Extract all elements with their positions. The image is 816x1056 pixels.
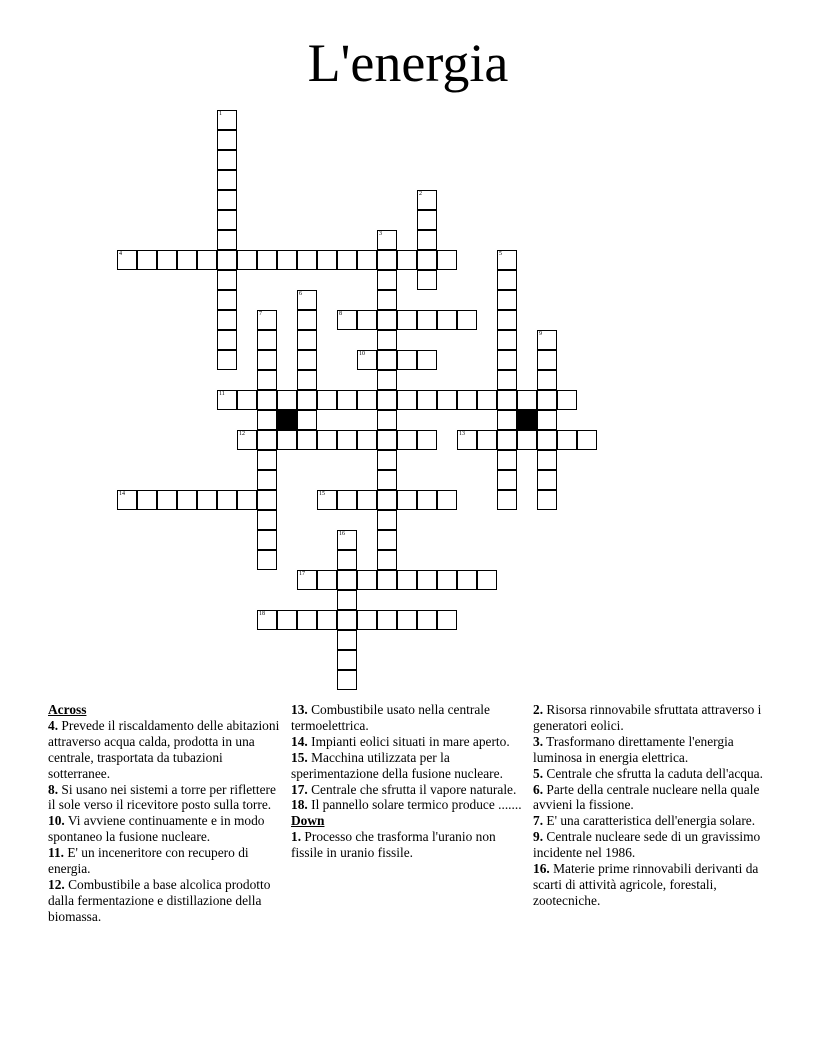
grid-cell[interactable] <box>237 490 257 510</box>
black-cell <box>517 410 537 430</box>
cell-number: 18 <box>259 611 265 617</box>
grid-cell[interactable] <box>297 370 317 390</box>
grid-cell[interactable] <box>137 250 157 270</box>
cell-number: 10 <box>359 351 365 357</box>
grid-cell[interactable] <box>397 430 417 450</box>
grid-cell[interactable] <box>157 490 177 510</box>
grid-cell[interactable] <box>417 310 437 330</box>
grid-cell[interactable] <box>257 450 277 470</box>
grid-cell[interactable] <box>257 530 277 550</box>
grid-cell[interactable] <box>217 310 237 330</box>
grid-cell[interactable] <box>477 430 497 450</box>
cell-number: 7 <box>259 311 262 317</box>
grid-cell[interactable] <box>317 430 337 450</box>
grid-cell[interactable] <box>377 310 397 330</box>
grid-cell[interactable] <box>317 390 337 410</box>
grid-cell[interactable] <box>237 430 257 450</box>
grid-cell[interactable] <box>157 250 177 270</box>
grid-cell[interactable] <box>497 310 517 330</box>
grid-cell[interactable] <box>397 610 417 630</box>
clue-across-12: 12. Combustibile a base alcolica prodotto dalla fermentazione e distillazione della biomassa. <box>48 876 271 924</box>
cell-number: 4 <box>119 251 122 257</box>
grid-cell[interactable] <box>217 130 237 150</box>
grid-cell[interactable] <box>397 250 417 270</box>
clue-across-4: 4. Prevede il riscaldamento delle abitazioni attraverso acqua calda, prodotta in una centrale, trasportata da tubazioni sotterranee. <box>48 717 280 781</box>
grid-cell[interactable] <box>397 390 417 410</box>
grid-cell[interactable] <box>337 590 357 610</box>
grid-cell[interactable] <box>257 470 277 490</box>
grid-cell[interactable] <box>377 570 397 590</box>
grid-cell[interactable] <box>537 470 557 490</box>
grid-cell[interactable] <box>297 410 317 430</box>
cell-number: 13 <box>459 431 465 437</box>
grid-cell[interactable] <box>217 250 237 270</box>
grid-cell[interactable] <box>217 150 237 170</box>
grid-cell[interactable] <box>537 390 557 410</box>
grid-cell[interactable] <box>557 430 577 450</box>
grid-cell[interactable] <box>297 350 317 370</box>
clues-column-2 <box>291 702 523 861</box>
grid-cell[interactable] <box>377 410 397 430</box>
clue-down-9: 9. Centrale nucleare sede di un gravissimo incidente nel 1986. <box>533 829 761 861</box>
cell-number: 9 <box>539 331 542 337</box>
clue-across-11: 11. E' un inceneritore con recupero di energia. <box>48 845 249 877</box>
grid-cell[interactable] <box>337 650 357 670</box>
cell-number: 17 <box>299 571 305 577</box>
grid-cell[interactable] <box>257 330 277 350</box>
grid-cell[interactable] <box>497 290 517 310</box>
grid-cell[interactable] <box>497 250 517 270</box>
grid-cell[interactable] <box>117 250 137 270</box>
grid-cell[interactable] <box>217 390 237 410</box>
grid-cell[interactable] <box>117 490 137 510</box>
grid-cell[interactable] <box>377 430 397 450</box>
grid-cell[interactable] <box>457 310 477 330</box>
grid-cell[interactable] <box>257 550 277 570</box>
grid-cell[interactable] <box>417 350 437 370</box>
grid-cell[interactable] <box>437 570 457 590</box>
clue-across-15: 15. Macchina utilizzata per la sperimentazione della fusione nucleare. <box>291 749 503 781</box>
clue-down-16: 16. Materie prime rinnovabili derivanti da scarti di attività agricole, forestali, zootecniche. <box>533 861 759 908</box>
grid-cell[interactable] <box>337 310 357 330</box>
grid-cell[interactable] <box>457 390 477 410</box>
grid-cell[interactable] <box>397 490 417 510</box>
grid-cell[interactable] <box>217 230 237 250</box>
cell-number: 6 <box>299 291 302 297</box>
grid-cell[interactable] <box>257 410 277 430</box>
grid-cell[interactable] <box>437 610 457 630</box>
grid-cell[interactable] <box>417 610 437 630</box>
down-heading: Down <box>291 813 325 829</box>
cell-number: 16 <box>339 531 345 537</box>
clue-across-10: 10. Vi avviene continuamente e in modo spontaneo la fusione nucleare. <box>48 813 265 845</box>
grid-cell[interactable] <box>497 490 517 510</box>
grid-cell[interactable] <box>497 410 517 430</box>
grid-cell[interactable] <box>377 250 397 270</box>
grid-cell[interactable] <box>277 390 297 410</box>
grid-cell[interactable] <box>337 570 357 590</box>
cell-number: 3 <box>379 231 382 237</box>
grid-cell[interactable] <box>277 250 297 270</box>
grid-cell[interactable] <box>417 430 437 450</box>
grid-cell[interactable] <box>357 350 377 370</box>
grid-cell[interactable] <box>217 490 237 510</box>
cell-number: 5 <box>499 251 502 257</box>
grid-cell[interactable] <box>337 490 357 510</box>
clue-down-3: 3. Trasformano direttamente l'energia luminosa in energia elettrica. <box>533 733 734 765</box>
grid-cell[interactable] <box>497 390 517 410</box>
black-cell <box>277 410 297 430</box>
grid-cell[interactable] <box>377 290 397 310</box>
clue-across-8: 8. Si usano nei sistemi a torre per riflettere il sole verso il ricevitore posto sulla torre. <box>48 781 276 813</box>
grid-cell[interactable] <box>297 330 317 350</box>
cell-number: 11 <box>219 391 225 397</box>
grid-cell[interactable] <box>377 390 397 410</box>
cell-number: 12 <box>239 431 245 437</box>
grid-cell[interactable] <box>297 430 317 450</box>
grid-cell[interactable] <box>377 530 397 550</box>
grid-cell[interactable] <box>257 310 277 330</box>
clues-column-1 <box>48 702 284 925</box>
grid-cell[interactable] <box>537 450 557 470</box>
grid-cell[interactable] <box>337 550 357 570</box>
grid-cell[interactable] <box>497 370 517 390</box>
grid-cell[interactable] <box>377 450 397 470</box>
grid-cell[interactable] <box>377 470 397 490</box>
grid-cell[interactable] <box>457 570 477 590</box>
grid-cell[interactable] <box>377 610 397 630</box>
cell-number: 8 <box>339 311 342 317</box>
grid-cell[interactable] <box>357 430 377 450</box>
grid-cell[interactable] <box>217 170 237 190</box>
grid-cell[interactable] <box>497 450 517 470</box>
grid-cell[interactable] <box>297 250 317 270</box>
grid-cell[interactable] <box>437 390 457 410</box>
grid-cell[interactable] <box>397 570 417 590</box>
grid-cell[interactable] <box>337 670 357 690</box>
grid-cell[interactable] <box>297 390 317 410</box>
grid-cell[interactable] <box>417 230 437 250</box>
grid-cell[interactable] <box>377 370 397 390</box>
grid-cell[interactable] <box>437 310 457 330</box>
grid-cell[interactable] <box>317 490 337 510</box>
grid-cell[interactable] <box>257 250 277 270</box>
cell-number: 2 <box>419 191 422 197</box>
clue-down-5: 5. Centrale che sfrutta la caduta dell'acqua. <box>533 765 763 781</box>
grid-cell[interactable] <box>537 370 557 390</box>
cell-number: 14 <box>119 491 125 497</box>
grid-cell[interactable] <box>537 350 557 370</box>
grid-cell[interactable] <box>177 490 197 510</box>
grid-cell[interactable] <box>257 370 277 390</box>
grid-cell[interactable] <box>237 390 257 410</box>
page-title: L'energia <box>307 33 509 93</box>
grid-cell[interactable] <box>257 610 277 630</box>
clue-down-1: 1. Processo che trasforma l'uranio non fissile in uranio fissile. <box>291 829 496 861</box>
grid-cell[interactable] <box>377 510 397 530</box>
grid-cell[interactable] <box>217 330 237 350</box>
grid-cell[interactable] <box>417 490 437 510</box>
grid-cell[interactable] <box>317 250 337 270</box>
grid-cell[interactable] <box>377 350 397 370</box>
grid-cell[interactable] <box>497 470 517 490</box>
grid-cell[interactable] <box>237 250 257 270</box>
grid-cell[interactable] <box>217 210 237 230</box>
grid-cell[interactable] <box>517 430 537 450</box>
grid-cell[interactable] <box>457 430 477 450</box>
grid-cell[interactable] <box>497 350 517 370</box>
grid-cell[interactable] <box>217 290 237 310</box>
grid-cell[interactable] <box>257 510 277 530</box>
grid-cell[interactable] <box>277 430 297 450</box>
grid-cell[interactable] <box>257 390 277 410</box>
grid-cell[interactable] <box>517 390 537 410</box>
grid-cell[interactable] <box>377 330 397 350</box>
grid-cell[interactable] <box>177 250 197 270</box>
grid-cell[interactable] <box>477 390 497 410</box>
grid-cell[interactable] <box>337 390 357 410</box>
clue-down-2: 2. Risorsa rinnovabile sfruttata attraverso i generatori eolici. <box>533 702 762 733</box>
grid-cell[interactable] <box>217 270 237 290</box>
grid-cell[interactable] <box>197 250 217 270</box>
grid-cell[interactable] <box>257 490 277 510</box>
clue-across-17: 17. Centrale che sfrutta il vapore naturale. <box>291 781 517 797</box>
grid-cell[interactable] <box>297 310 317 330</box>
grid-cell[interactable] <box>577 430 597 450</box>
grid-cell[interactable] <box>377 550 397 570</box>
grid-cell[interactable] <box>377 230 397 250</box>
cell-number: 15 <box>319 491 325 497</box>
cell-number: 1 <box>219 111 222 117</box>
grid-cell[interactable] <box>297 290 317 310</box>
grid-cell[interactable] <box>357 610 377 630</box>
grid-cell[interactable] <box>437 490 457 510</box>
across-heading: Across <box>48 702 87 717</box>
grid-cell[interactable] <box>217 350 237 370</box>
grid-cell[interactable] <box>497 270 517 290</box>
grid-cell[interactable] <box>417 210 437 230</box>
clue-across-18: 18. Il pannello solare termico produce ....... <box>291 797 522 813</box>
grid-cell[interactable] <box>217 110 237 130</box>
grid-cell[interactable] <box>437 250 457 270</box>
grid-cell[interactable] <box>297 570 317 590</box>
grid-cell[interactable] <box>277 610 297 630</box>
grid-cell[interactable] <box>257 350 277 370</box>
grid-cell[interactable] <box>477 570 497 590</box>
grid-cell[interactable] <box>257 430 277 450</box>
clue-across-13: 13. Combustibile usato nella centrale termoelettrica. <box>291 702 490 733</box>
clue-down-7: 7. E' una caratteristica dell'energia solare. <box>533 813 756 829</box>
grid-cell[interactable] <box>357 490 377 510</box>
grid-cell[interactable] <box>337 430 357 450</box>
grid-cell[interactable] <box>417 190 437 210</box>
grid-cell[interactable] <box>537 410 557 430</box>
grid-cell[interactable] <box>357 570 377 590</box>
grid-cell[interactable] <box>417 250 437 270</box>
grid-cell[interactable] <box>377 270 397 290</box>
grid-cell[interactable] <box>417 270 437 290</box>
grid-cell[interactable] <box>197 490 217 510</box>
grid-cell[interactable] <box>337 610 357 630</box>
grid-cell[interactable] <box>397 350 417 370</box>
grid-cell[interactable] <box>337 250 357 270</box>
grid-cell[interactable] <box>417 570 437 590</box>
clue-across-14: 14. Impianti eolici situati in mare aperto. <box>291 733 510 749</box>
grid-cell[interactable] <box>537 490 557 510</box>
grid-cell[interactable] <box>357 250 377 270</box>
grid-cell[interactable] <box>397 310 417 330</box>
grid-cell[interactable] <box>317 610 337 630</box>
grid-cell[interactable] <box>137 490 157 510</box>
grid-cell[interactable] <box>317 570 337 590</box>
grid-cell[interactable] <box>537 330 557 350</box>
grid-cell[interactable] <box>537 430 557 450</box>
grid-cell[interactable] <box>357 390 377 410</box>
grid-cell[interactable] <box>497 430 517 450</box>
grid-cell[interactable] <box>357 310 377 330</box>
grid-cell[interactable] <box>337 630 357 650</box>
grid-cell[interactable] <box>377 490 397 510</box>
grid-cell[interactable] <box>557 390 577 410</box>
clue-down-6: 6. Parte della centrale nucleare nella quale avvieni la fissione. <box>533 781 760 813</box>
grid-cell[interactable] <box>217 190 237 210</box>
grid-cell[interactable] <box>417 390 437 410</box>
grid-cell[interactable] <box>497 330 517 350</box>
grid-cell[interactable] <box>297 610 317 630</box>
clues-column-3 <box>533 702 765 909</box>
grid-cell[interactable] <box>337 530 357 550</box>
